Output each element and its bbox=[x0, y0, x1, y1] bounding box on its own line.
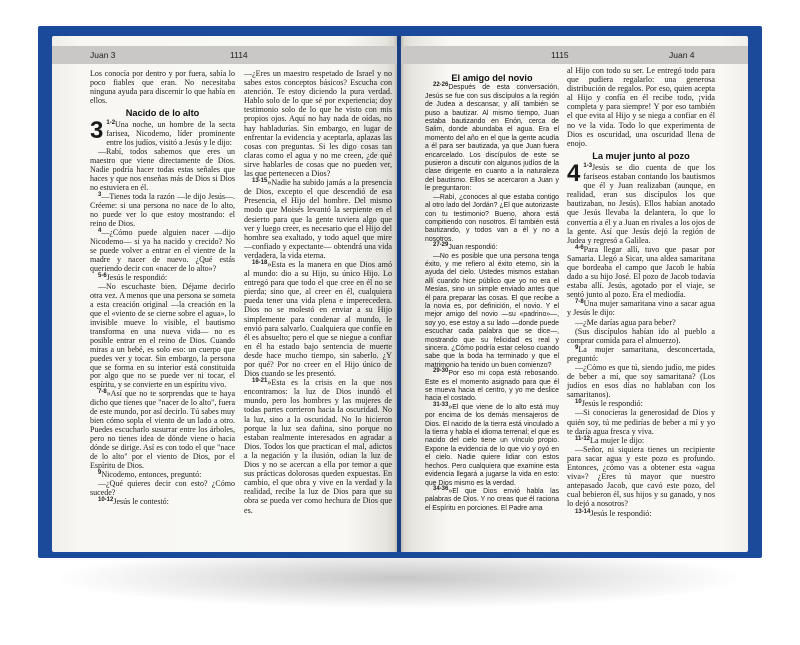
right-column-1 bbox=[425, 70, 559, 513]
left-column-1 bbox=[90, 69, 235, 506]
verse-number: 22-26 bbox=[433, 82, 449, 89]
verse-number: 13-15 bbox=[252, 178, 268, 185]
verse-paragraph bbox=[244, 178, 392, 260]
verse-paragraph bbox=[244, 260, 392, 378]
verse-paragraph bbox=[244, 69, 392, 178]
right-column-2 bbox=[567, 66, 715, 518]
verse-text: Jesús le respondió: bbox=[590, 508, 652, 518]
verse-paragraph bbox=[90, 282, 235, 390]
verse-text: Nicodemo, entonces, preguntó: bbox=[101, 470, 202, 480]
page-number: 1114 bbox=[230, 50, 248, 60]
verse-paragraph bbox=[567, 345, 715, 363]
verse-text: al Hijo con todo su ser. Le entregó todo para que pudiera regalarlo: una generosa distribución de regalos. Por eso, quien acepta al Hijo y confía en él recibe todo, ¡vida completa y para siempre! Y por eso también el que evita al Hijo y se niega a confiar en él no ve la vida. Todo lo que experimenta de Dios es oscuridad, una oscuridad llena de enojo. bbox=[567, 66, 715, 148]
verse-text: Jesús le contestó: bbox=[113, 497, 169, 507]
verse-number: 5-6 bbox=[98, 272, 107, 279]
verse-paragraph bbox=[90, 228, 235, 273]
verse-paragraph bbox=[567, 436, 715, 445]
verse-text: —¿Cómo es que tú, siendo judío, me pides de beber a mí, que soy samaritana? (Los judíos en esos días no hablaban con los samaritanos). bbox=[567, 363, 715, 400]
verse-text: »Así que no te sorprendas que te haya dicho que tienes que "nacer de lo alto", fuera de este mundo, por así decirlo. Tú sabes muy bien cómo sopla el viento de un lado a otro. Puedes escucharlo susurrar entre los árboles, pero no tienes idea de dónde viene o hacia dónde se dirige. Así es con todo el que "nace de lo alto" por el viento de Dios, por el Espíritu de Dios. bbox=[90, 389, 235, 471]
verse-number: 19-21 bbox=[252, 378, 268, 385]
verse-text: —¿Me darías agua para beber? bbox=[575, 317, 676, 327]
verse-number: 7-8 bbox=[575, 299, 584, 306]
verse-text: —Si conocieras la generosidad de Dios y quién soy, tú me pedirías de beber a mí y yo te daría agua fresca y viva. bbox=[567, 408, 715, 436]
verse-paragraph bbox=[567, 327, 715, 345]
verse-paragraph bbox=[425, 485, 559, 513]
verse-paragraph bbox=[567, 445, 715, 509]
verse-number: 29-30 bbox=[433, 368, 449, 375]
verse-number: 34-36 bbox=[433, 485, 449, 492]
verse-paragraph bbox=[90, 497, 235, 506]
verse-paragraph bbox=[567, 159, 715, 245]
verse-paragraph bbox=[567, 509, 715, 518]
section-heading: Nacido de lo alto bbox=[125, 107, 200, 118]
verse-text: »Esta es la manera en que Dios amó al mundo: dio a su Hijo, su único Hijo. Lo entregó para que todo el que cree en él no se pierda; sino que, al creer en él, cualquiera pueda tener una vida plena e imperecedera. Dios no se molestó en enviar a su Hijo simplemente para condenar al mundo, le envió para salvarlo. Cualquiera que confíe en él es absuelto; pero el que se niegue a confiar en él ha estado bajo sentencia de muerte desde hace mucho tiempo, sin saberlo. ¿Y por qué? Por no creer en el Hijo único de Dios cuando se les presentó. bbox=[244, 259, 392, 379]
verse-paragraph bbox=[90, 273, 235, 282]
verse-paragraph bbox=[90, 389, 235, 470]
verse-paragraph bbox=[567, 399, 715, 408]
verse-number: 27-29 bbox=[433, 242, 449, 249]
verse-text: —¿Eres un maestro respetado de Israel y no sabes estos conceptos básicos? Escucha con atención. Te estoy diciendo la pura verdad. Hablo solo de lo que sé por experiencia; doy testimonio solo de lo que he visto con mis propios ojos. Aquí no hay nada de oídas, no hay habladurías. Sin embargo, en lugar de enfrentar la evidencia y aceptarla, aplazas las cosas con preguntas. Si les digo cosas tan claras como el agua y no me creen, ¿de qué sirve hablarles de cosas que no pueden ver, las que pertenecen a Dios? bbox=[244, 69, 392, 179]
verse-text: »Esta es la crisis en la que nos encontramos: la luz de Dios inundó el mundo, pero los hombres y las mujeres de todas partes corrieron hacia la oscuridad. No la luz, sino a la oscuridad. No lo hicieron porque la luz sea dañina, sino porque no estaban realmente interesados en agradar a Dios. Todos los que practican el mal, adictos a la negación y la ilusión, odian la luz de Dios y no se acercan a ella por temor a que sus prácticas dolorosas queden expuestas. En cambio, el que obra y vive en la verdad y la realidad, recibe la luz de Dios para que su obra se pueda ver como hechura de Dios que es. bbox=[244, 378, 392, 515]
verse-number: 1-3 bbox=[583, 162, 593, 169]
chapter-number: 3 bbox=[90, 116, 104, 144]
verse-text: —Rabí, todos sabemos que eres un maestro que viene directamente de Dios. Nadie podría hacer todas estas señales que haces y que nos enseñas más de Dios si Dios no estuviera en él. bbox=[90, 146, 235, 192]
verse-text: »El que Dios envió habla las palabras de Dios. Y no creas que él raciona el Espíritu en porciones. El Padre ama bbox=[425, 487, 559, 512]
verse-paragraph bbox=[425, 244, 559, 252]
verse-paragraph bbox=[425, 253, 559, 371]
header-book-chapter: Juan 3 bbox=[90, 50, 116, 60]
verse-text: Una noche, un hombre de la secta farisea, Nicodemo, líder prominente entre los judíos, visitó a Jesús y le dijo: bbox=[106, 119, 235, 147]
verse-paragraph bbox=[90, 479, 235, 497]
verse-paragraph bbox=[90, 69, 235, 105]
verse-text: Jesús le respondió: bbox=[106, 272, 168, 282]
verse-paragraph bbox=[425, 401, 559, 488]
left-page-content bbox=[52, 36, 397, 552]
verse-text: Los conocía por dentro y por fuera, sabía lo poco fiables que eran. No necesitaba ninguna ayuda para discernir lo que había en ellos. bbox=[90, 69, 235, 105]
verse-paragraph bbox=[567, 245, 715, 300]
verse-paragraph bbox=[567, 408, 715, 435]
verse-text: Juan respondió: bbox=[448, 244, 498, 252]
verse-paragraph bbox=[244, 378, 392, 514]
right-page-content bbox=[401, 36, 748, 552]
verse-paragraph bbox=[567, 363, 715, 399]
verse-number: 1-2 bbox=[106, 119, 116, 126]
verse-paragraph bbox=[90, 147, 235, 192]
verse-number: 9 bbox=[98, 470, 102, 477]
verse-paragraph bbox=[425, 194, 559, 244]
verse-number: 10 bbox=[575, 399, 582, 406]
page-number: 1115 bbox=[551, 50, 569, 60]
verse-paragraph bbox=[567, 299, 715, 317]
verse-text: Jesús se dio cuenta de que los fariseos estaban contando los bautismos que él y Juan realizaban (aunque, en realidad, eran sus discípulos los que bautizaban, no Jesús). Ellos habían anotado que Jesús llevaba la delantera, lo que lo convertía a él y a Juan en rivales a los ojos de la gente. Así que Jesús dejó la región de Judea y regresó a Galilea. bbox=[567, 162, 715, 245]
verse-text: —¿Cómo puede alguien nacer —dijo Nicodemo— si ya ha nacido y crecido? No se puede volver a entrar en el vientre de la madre y nacer de nuevo. ¿Qué estás queriendo decir con «nacer de lo alto»? bbox=[90, 227, 235, 273]
left-column-2 bbox=[244, 69, 392, 515]
verse-number: 10-12 bbox=[98, 497, 114, 504]
section-heading: El amigo del novio bbox=[451, 73, 533, 83]
verse-paragraph bbox=[425, 84, 559, 193]
verse-paragraph bbox=[567, 318, 715, 327]
verse-text: »Nadie ha subido jamás a la presencia de Dios, excepto el que descendió de esa Presencia, el Hijo del hombre. Del mismo modo que Moisés levantó la serpiente en el desierto para que la gente tuviera algo que ver y luego creer, es necesario que el Hijo del hombre sea exaltado, y todo aquel que mire —confiado y expectante— obtendrá una vida verdadera, la vida eterna. bbox=[244, 178, 392, 260]
verse-paragraph bbox=[90, 470, 235, 479]
verse-text: La mujer le dijo: bbox=[590, 435, 645, 445]
verse-paragraph bbox=[90, 116, 235, 147]
verse-number: 11-12 bbox=[575, 435, 591, 442]
verse-paragraph bbox=[567, 66, 715, 148]
verse-number: 4 bbox=[98, 227, 102, 234]
verse-number: 31-33 bbox=[433, 401, 449, 408]
verse-text: (Sus discípulos habían ido al pueblo a comprar comida para el almuerzo). bbox=[567, 326, 715, 345]
verse-text: —Tienes toda la razón —le dijo Jesús—. Créeme: si una persona no nace de lo alto, no puede ver lo que estoy mostrando: el reino de Dios. bbox=[90, 191, 235, 228]
verse-paragraph bbox=[425, 370, 559, 404]
verse-number: 9 bbox=[575, 344, 579, 351]
verse-text: Después de esta conversación, Jesús se fue con sus discípulos a la región de Judea a descansar, y allí también se puso a bautizar. Al mismo tiempo, Juan estaba bautizando en Enón, cerca de Salim, donde abundaba el agua. Era el momento del año en el que la gente acudía a él para ser bautizada, ya que Juan fuera encarcelado. Los discípulos de este se pusieron a discutir con algunos judíos de la clase dirigente en cuanto a la naturaleza del bautismo. Ellos se acercaron a Juan y le preguntaron: bbox=[425, 84, 559, 193]
verse-paragraph bbox=[90, 192, 235, 228]
verse-text: La mujer samaritana, desconcertada, preguntó: bbox=[567, 344, 715, 363]
verse-text: —Señor, ni siquiera tienes un recipiente para sacar agua y este pozo es profundo. Entonces, ¿cómo vas a obtener esta «agua viva»? ¿Eres tú mayor que nuestro antepasado Jacob, que cavó este pozo, del cual bebieron él, sus hijos y su ganado, y nos lo dejó a nosotros? bbox=[567, 444, 715, 509]
verse-number: 3 bbox=[98, 191, 102, 198]
verse-number: 16-18 bbox=[252, 259, 268, 266]
verse-text: Por eso mi copa está rebosando. Este es el momento asignado para que él se mueva hacia el centro, y yo me deslice hacia el costado. bbox=[425, 370, 559, 403]
verse-text: —No escuchaste bien. Déjame decirlo otra vez. A menos que una persona se someta a esta creación original —la creación en la que el «viento de se cierne sobre el agua», lo invisible mueve lo visible, el bautismo transforma en una nueva vida— no es posible entrar en el reino de Dios. Cuando miras a un bebé, es solo eso: un cuerpo que puedes ver y tocar. Sin embargo, la persona que se forma en su interior está constituida por algo que no se puede ver ni tocar, el espíritu, y se convierte en un espíritu vivo. bbox=[90, 281, 235, 390]
verse-number: 13-14 bbox=[575, 508, 591, 515]
verse-text: Una mujer samaritana vino a sacar agua y Jesús le dijo: bbox=[567, 299, 715, 318]
verse-number: 7-8 bbox=[98, 389, 107, 396]
verse-text: —Rabí, ¿conoces al que estaba contigo al otro lado del Jordán? ¿El que autorizaste con tu testimonio? Bueno, ahora está compitiendo con nosotros. Él también está bautizando, y todos van a él y no a nosotros. bbox=[425, 193, 559, 243]
chapter-number: 4 bbox=[567, 159, 581, 187]
left-page-header bbox=[52, 46, 397, 70]
verse-number: 4-6 bbox=[575, 244, 584, 251]
section-heading: La mujer junto al pozo bbox=[592, 150, 690, 161]
verse-text: Para llegar allí, tuvo que pasar por Samaria. Llegó a Sicar, una aldea samaritana que bordeaba el campo que Jacob le había dado a su hijo José. El pozo de Jacob todavía estaba allí. Jesús, agotado por el viaje, se sentó junto al pozo. Era el mediodía. bbox=[567, 244, 715, 300]
verse-text: Jesús le respondió: bbox=[581, 399, 643, 409]
verse-text: —No es posible que una persona tenga éxito, y me refiero al éxito eterno, sin la ayuda del cielo. Ustedes mismos estaban allí cuando hice público que yo no era el Mesías, sino un simple enviado antes que él para preparar las cosas. El que recibe a la novia es, por definición, el novio. Y el mejor amigo del novio —su «padrino»—, soy yo, ese estoy a su lado —donde puede escuchar cada palabra que se dice—, mostrando que su felicidad es real y sincera. ¿Cómo podría estar celoso cuando sabe que la boda ha terminado y que el matrimonio ha tenido un buen comienzo? bbox=[425, 252, 559, 369]
verse-text: »El que viene de lo alto está muy por encima de los demás mensajeros de Dios. El nacido de la tierra está vinculado a la tierra y habla el idioma terrenal; el que es nacido del cielo tiene un vínculo propio. Expone la evidencia de lo que vio y oyó en el cielo. Nadie quiere lidiar con estos hechos. Pero cualquiera que examine esta evidencia llegará a jugarse la vida en esto: que Dios mismo es la verdad. bbox=[425, 403, 559, 487]
verse-text: —¿Qué quieres decir con esto? ¿Cómo sucede? bbox=[90, 479, 235, 498]
header-book-chapter: Juan 4 bbox=[669, 50, 695, 60]
